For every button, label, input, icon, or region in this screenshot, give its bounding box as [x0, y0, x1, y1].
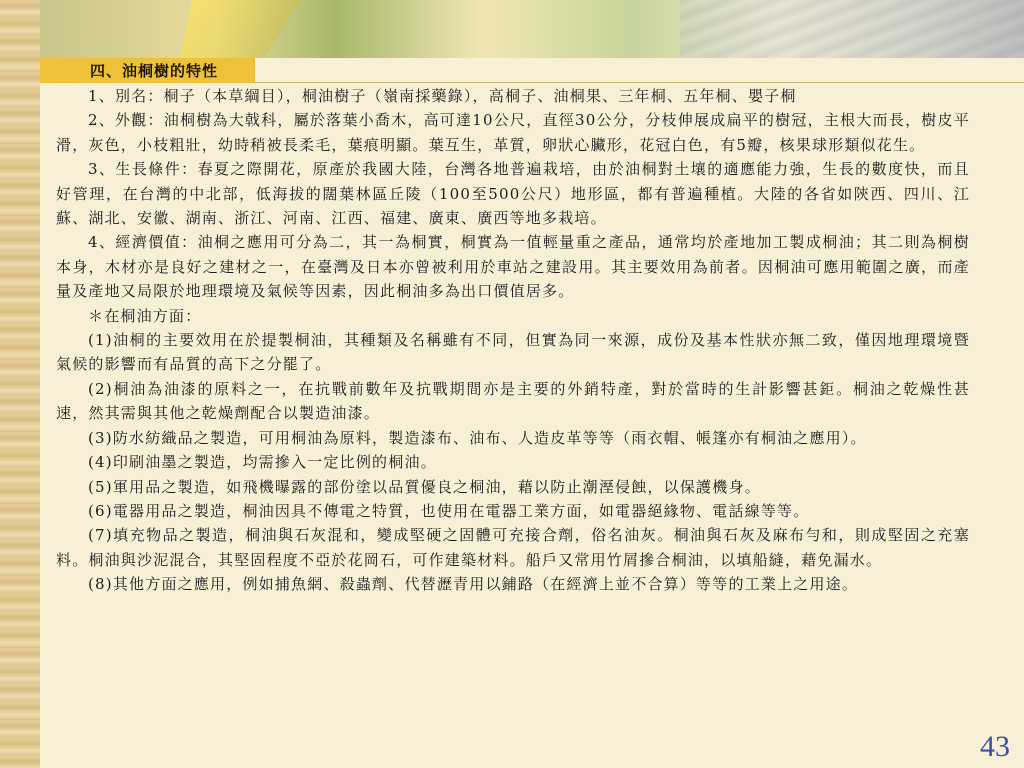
- paragraph-appearance: 2、外觀：油桐樹為大戟科，屬於落葉小喬木，高可達10公尺，直徑30公分，分枝伸展成扁平的樹冠，主根大而長，樹皮平滑，灰色，小枝粗壯，幼時稍被長柔毛，葉痕明顯。葉互生，革質，卵狀心臟形，花冠白色，有5瓣，核果球形類似花生。: [56, 111, 970, 154]
- list-item: (4)印刷油墨之製造，均需摻入一定比例的桐油。: [88, 453, 437, 472]
- list-item: (2)桐油為油漆的原料之一，在抗戰前數年及抗戰期間亦是主要的外銷特產，對於當時的生計影響甚鉅。桐油之乾燥性甚速，然其需與其他之乾燥劑配合以製造油漆。: [56, 379, 970, 423]
- left-decorative-strip: [0, 0, 40, 768]
- top-decorative-banner: [40, 0, 1024, 58]
- slide-title: 四、油桐樹的特性: [90, 62, 219, 80]
- page-number: 43: [980, 730, 1010, 763]
- paragraph-aliases: 1、別名：桐子（本草綱目），桐油樹子（嶺南採藥錄），高桐子、油桐果、三年桐、五年桐、嬰子桐: [88, 87, 797, 105]
- list-item: (6)電器用品之製造，桐油因具不傳電之特質，也使用在電器工業方面，如電器絕緣物、電話線等等。: [88, 501, 810, 520]
- list-item: (1)油桐的主要效用在於提製桐油，其種類及名稱雖有不同，但實為同一來源，成份及基本性狀亦無二致，僅因地理環境暨氣候的影響而有品質的高下之分罷了。: [56, 331, 970, 374]
- list-item: (8)其他方面之應用，例如捕魚網、殺蟲劑、代替瀝青用以鋪路（在經濟上並不合算）等等的工業上之用途。: [88, 575, 859, 594]
- banner-decoration-left: [180, 0, 300, 58]
- section-heading-tung-oil: ＊在桐油方面：: [88, 306, 202, 325]
- paragraph-economic-value: 4、經濟價值：油桐之應用可分為二，其一為桐實，桐實為一值輕量重之產品，通常均於產地加工製成桐油；其二則為桐樹本身，木材亦是良好之建材之一，在臺灣及日本亦曾被利用於車站之建設用。其主要效用為前者。因桐油可應用範圍之廣，而產量及產地又局限於地理環境及氣候等因素，因此桐油多為出口價值居多。: [56, 233, 970, 301]
- title-underline: [255, 82, 1024, 83]
- banner-decoration-right: [680, 0, 1024, 58]
- list-item: (3)防水紡織品之製造，可用桐油為原料，製造漆布、油布、人造皮革等等（雨衣帽、帳篷亦有桐油之應用）。: [88, 428, 867, 447]
- slide-content: [56, 84, 970, 597]
- paragraph-growth-conditions: 3、生長條件：春夏之際開花，原產於我國大陸，台灣各地普遍栽培，由於油桐對土壤的適應能力強，生長的數度快，而且好管理，在台灣的中北部，低海拔的闊葉林區丘陵（100至500公尺）地形區，都有普遍種植。大陸的各省如陝西、四川、江蘇、湖北、安徽、湖南、浙江、河南、江西、福建、廣東、廣西等地多栽培。: [56, 160, 970, 228]
- list-item: (7)填充物品之製造，桐油與石灰混和，變成堅硬之固體可充接合劑，俗名油灰。桐油與石灰及麻布勻和，則成堅固之充塞料。桐油與沙泥混合，其堅固程度不亞於花岡石，可作建築材料。船戶又常用竹屑摻合桐油，以填船縫，藉免漏水。: [56, 526, 970, 569]
- list-item: (5)軍用品之製造，如飛機曝露的部份塗以品質優良之桐油，藉以防止潮溼侵蝕，以保護機身。: [88, 477, 761, 496]
